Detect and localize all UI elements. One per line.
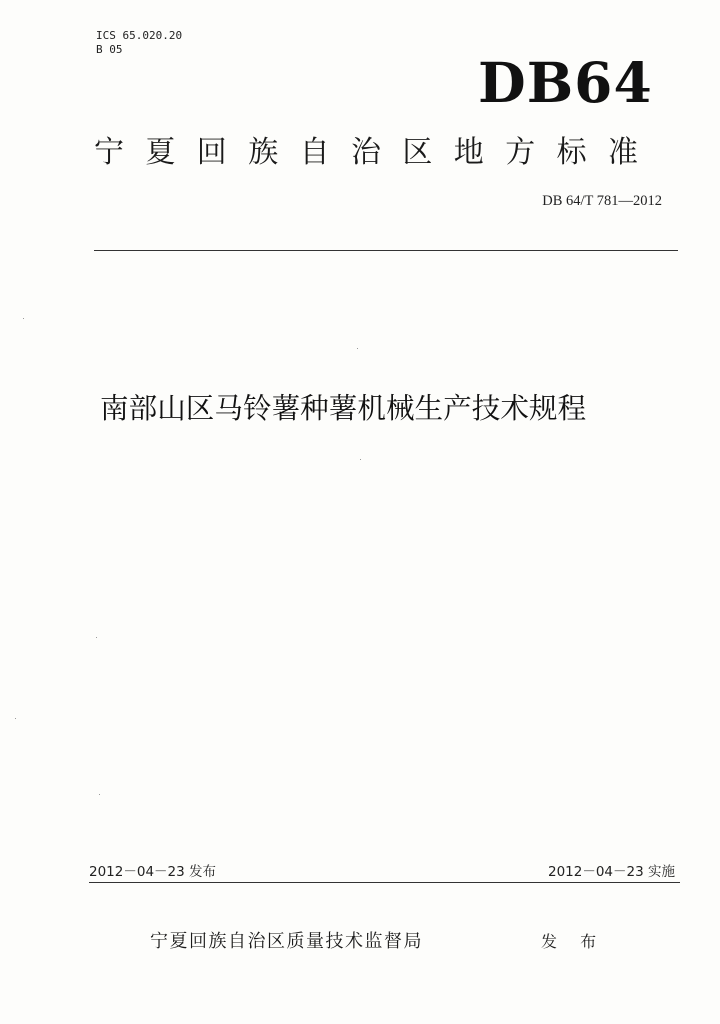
scan-speck <box>23 318 24 319</box>
issue-date: 2012－04－23 发布 <box>89 864 217 880</box>
classification-block <box>96 29 182 57</box>
scan-speck <box>357 348 358 349</box>
category-code: B 05 <box>96 43 123 56</box>
db64-logo: DB64 <box>478 50 653 115</box>
scan-speck <box>15 718 16 719</box>
footer-divider <box>89 882 680 883</box>
ics-code: ICS 65.020.20 <box>96 29 183 42</box>
scan-speck <box>96 637 97 638</box>
standard-type-title: 宁夏回族自治区地方标准 <box>94 135 660 170</box>
scan-speck <box>99 794 100 795</box>
header-divider <box>94 250 678 251</box>
standard-number: DB 64/T 781—2012 <box>542 193 662 209</box>
issuing-authority: 宁夏回族自治区质量技术监督局 <box>150 931 423 952</box>
document-title: 南部山区马铃薯种薯机械生产技术规程 <box>100 391 587 425</box>
scan-speck <box>360 459 361 460</box>
publish-label: 发 布 <box>541 932 606 951</box>
effective-date: 2012－04－23 实施 <box>547 864 675 880</box>
